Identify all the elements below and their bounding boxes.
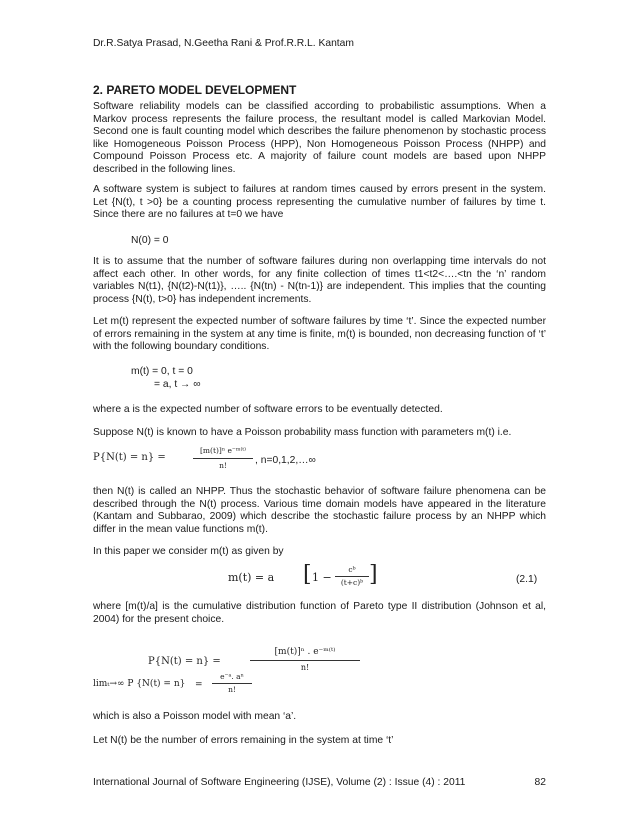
boundary-condition-2: = a, t → ∞ xyxy=(154,379,201,390)
paragraph-consider: In this paper we consider m(t) as given by xyxy=(93,546,284,557)
pmf-lhs: P{N(t) = n} = xyxy=(93,452,166,463)
paragraph-mean-value: Let m(t) represent the expected number of software failures by time ‘t’. Since the expected number of errors remaining in the system at any time is finite, m(t) is bounded, non decreasing function of ‘t’ with the following boundary conditions. xyxy=(93,316,546,353)
pmf-fraction-bar xyxy=(193,458,253,459)
pmf-denominator: n! xyxy=(219,461,227,470)
section-heading: 2. PARETO MODEL DEVELOPMENT xyxy=(93,83,297,97)
mt-one-minus: 1 − xyxy=(312,571,332,584)
limit-fraction-bar xyxy=(212,683,252,684)
equation-n0: N(0) = 0 xyxy=(131,235,169,246)
running-header: Dr.R.Satya Prasad, N.Geetha Rani & Prof.R.R.L. Kantam xyxy=(93,38,354,49)
paragraph-poisson-mean: which is also a Poisson model with mean ‘a’. xyxy=(93,711,297,722)
mt-denominator: (t+c)ᵇ xyxy=(340,578,364,587)
pmf-numerator: [m(t)]ⁿ e⁻ᵐ⁽ᵗ⁾ xyxy=(200,446,246,455)
paragraph-counting-process: A software system is subject to failures at random times caused by errors present in the system. Let {N(t), t >0} be a counting process representing the cumulative number of failures by time t. Since there are no failures at t=0 we have xyxy=(93,184,546,221)
boundary-condition-1: m(t) = 0, t = 0 xyxy=(131,366,193,377)
pmf2-numerator: [m(t)]ⁿ . e⁻ᵐ⁽ᵗ⁾ xyxy=(274,647,336,657)
paragraph-intro: Software reliability models can be classified according to probabilistic assumptions. When a Markov process represents the failure process, the resultant model is called Markovian Model. Second one is fault counting model which describes the failure phenomenon by stochastic process like Homogeneous Poisson Process (HPP), Non Homogeneous Poisson Process (NHPP) and Compound Poisson Process etc. A majority of failure count models are based upon NHPP described in the following lines. xyxy=(93,101,546,175)
limit-numerator: e⁻ᵃ. aⁿ xyxy=(220,672,244,681)
page-number: 82 xyxy=(534,777,546,788)
mt-fraction-bar xyxy=(335,576,369,577)
pmf2-lhs: P{N(t) = n} = xyxy=(148,656,221,667)
pmf2-fraction-bar xyxy=(250,660,360,661)
paragraph-independent-increments: It is to assume that the number of software failures during non overlapping time intervals do not affect each other. In other words, for any finite collection of times t1<t2<….<tn the ‘n’ random variables N(t1), {N(t2)-N(t1)}, ….. {N(tn) - N(tn-1)} are independent. This implies that the counting process {N(t), t>0} has independent increments. xyxy=(93,256,546,305)
mt-right-bracket: ] xyxy=(369,562,378,587)
paragraph-poisson: Suppose N(t) is known to have a Poisson probability mass function with parameters m(t) i.e. xyxy=(93,427,512,438)
paragraph-remaining-errors: Let N(t) be the number of errors remaining in the system at time ‘t’ xyxy=(93,735,394,746)
mt-left-bracket: [ xyxy=(303,562,312,587)
pmf-range: , n=0,1,2,…∞ xyxy=(255,455,316,466)
paragraph-pareto-cdf: where [m(t)/a] is the cumulative distribution function of Pareto type II distribution (Johnson et al, 2004) for the present choice. xyxy=(93,601,546,625)
journal-footer: International Journal of Software Engineering (IJSE), Volume (2) : Issue (4) : 2011 xyxy=(93,777,466,788)
paragraph-a-definition: where a is the expected number of software errors to be eventually detected. xyxy=(93,404,443,415)
limit-denominator: n! xyxy=(228,685,236,694)
pmf2-denominator: n! xyxy=(300,663,310,672)
equation-number: (2.1) xyxy=(516,574,538,585)
limit-equals: = xyxy=(195,680,203,690)
mt-numerator: cᵇ xyxy=(348,565,356,574)
mt-lhs: m(t) = a xyxy=(228,571,275,584)
paragraph-nhpp: then N(t) is called an NHPP. Thus the stochastic behavior of software failure phenomena can be described through the N(t) process. Various time domain models have appeared in the literature (Kantam and Subbarao, 2009) which describe the stochastic failure process by an NHPP which differ in the mean value functions m(t). xyxy=(93,486,546,535)
limit-lhs: limₜ→∞ P {N(t) = n} xyxy=(93,679,186,689)
